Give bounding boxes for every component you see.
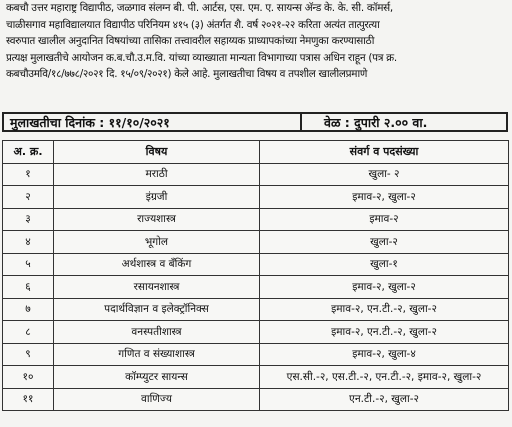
row-category-posts: खुला-२ xyxy=(260,231,509,254)
table-row xyxy=(3,276,509,299)
table-row xyxy=(3,366,509,389)
header-category-posts: संवर्ग व पदसंख्या xyxy=(260,141,509,164)
table-row xyxy=(3,208,509,231)
intro-line: चाळीसगाव महाविद्यालयात विद्यापीठ परिनियम ४१५ (३) अंतर्गत शै. वर्ष २०२१-२२ करिता अत्यंत तात्पुरत्या xyxy=(6,18,380,31)
header-subject: विषय xyxy=(54,141,260,164)
row-serial: ९ xyxy=(3,343,54,366)
row-category-posts: एन.टी.-२, खुला-२ xyxy=(260,388,509,411)
row-subject: रसायनशास्त्र xyxy=(54,276,260,299)
row-subject: इंग्रजी xyxy=(54,186,260,209)
table-row xyxy=(3,163,509,186)
row-category-posts: इमाव-२, खुला-४ xyxy=(260,343,509,366)
intro-line: प्रत्यक्ष मुलाखतीचे आयोजन क.ब.चौ.उ.म.वि. यांच्या व्याख्याता मान्यता विभागाच्या पत्रास अधिन राहून (पत्र क्र. xyxy=(6,51,397,64)
header-serial: अ. क्र. xyxy=(3,141,54,164)
table-body xyxy=(3,163,509,411)
row-subject: कॉम्प्युटर सायन्स xyxy=(54,366,260,389)
row-category-posts: इमाव-२, खुला-२ xyxy=(260,186,509,209)
interview-banner xyxy=(2,112,508,132)
row-category-posts: इमाव-२, खुला-२ xyxy=(260,276,509,299)
banner-divider xyxy=(300,114,302,130)
row-serial: २ xyxy=(3,186,54,209)
table-row xyxy=(3,186,509,209)
interview-date: मुलाखतीचा दिनांक : ११/१०/२०२१ xyxy=(10,115,170,130)
table-row xyxy=(3,298,509,321)
subjects-table xyxy=(2,140,509,411)
intro-line: कबचौ उत्तर महाराष्ट्र विद्यापीठ, जळगाव संलग्न बी. पी. आर्टस, एस. एम. ए. सायन्स अ‍ॅन्ड के. के. सी. कॉमर्स, xyxy=(6,2,393,14)
row-subject: गणित व संख्याशास्त्र xyxy=(54,343,260,366)
row-subject: अर्थशास्त्र व बँकिंग xyxy=(54,253,260,276)
row-serial: १० xyxy=(3,366,54,389)
row-serial: ७ xyxy=(3,298,54,321)
row-serial: ८ xyxy=(3,321,54,344)
row-category-posts: एस.सी.-२, एस.टी.-२, एन.टी.-२, इमाव-२, खुला-२ xyxy=(260,366,509,389)
table-header-row xyxy=(3,141,509,164)
row-subject: वाणिज्य xyxy=(54,388,260,411)
row-serial: ३ xyxy=(3,208,54,231)
table-row xyxy=(3,321,509,344)
intro-line: स्वरुपात खालील अनुदानित विषयांच्या तासिका तत्त्वावरील सहाय्यक प्राध्यापकांच्या नेमणुका करण्यासाठी xyxy=(6,35,375,47)
row-serial: ६ xyxy=(3,276,54,299)
interview-time: वेळ : दुपारी २.०० वा. xyxy=(324,115,428,130)
row-category-posts: इमाव-२, एन.टी.-२, खुला-२ xyxy=(260,298,509,321)
row-serial: १ xyxy=(3,163,54,186)
row-category-posts: इमाव-२, एन.टी.-२, खुला-२ xyxy=(260,321,509,344)
row-serial: ४ xyxy=(3,231,54,254)
row-subject: भूगोल xyxy=(54,231,260,254)
intro-line: कबचौउमवि/१८/७७८/२०२१ दि. १५/०९/२०२१) केले आहे. मुलाखतीचा विषय व तपशील खालीलप्रमाणे xyxy=(6,68,368,80)
row-category-posts: खुला-१ xyxy=(260,253,509,276)
intro-paragraph xyxy=(6,0,508,83)
table-row xyxy=(3,388,509,411)
row-subject: राज्यशास्त्र xyxy=(54,208,260,231)
row-subject: पदार्थविज्ञान व इलेक्ट्रॉनिक्स xyxy=(54,298,260,321)
row-serial: ५ xyxy=(3,253,54,276)
row-category-posts: खुला- २ xyxy=(260,163,509,186)
row-subject: मराठी xyxy=(54,163,260,186)
row-serial: ११ xyxy=(3,388,54,411)
row-category-posts: इमाव-२ xyxy=(260,208,509,231)
table-row xyxy=(3,343,509,366)
row-subject: वनस्पतीशास्त्र xyxy=(54,321,260,344)
table-row xyxy=(3,253,509,276)
table-row xyxy=(3,231,509,254)
